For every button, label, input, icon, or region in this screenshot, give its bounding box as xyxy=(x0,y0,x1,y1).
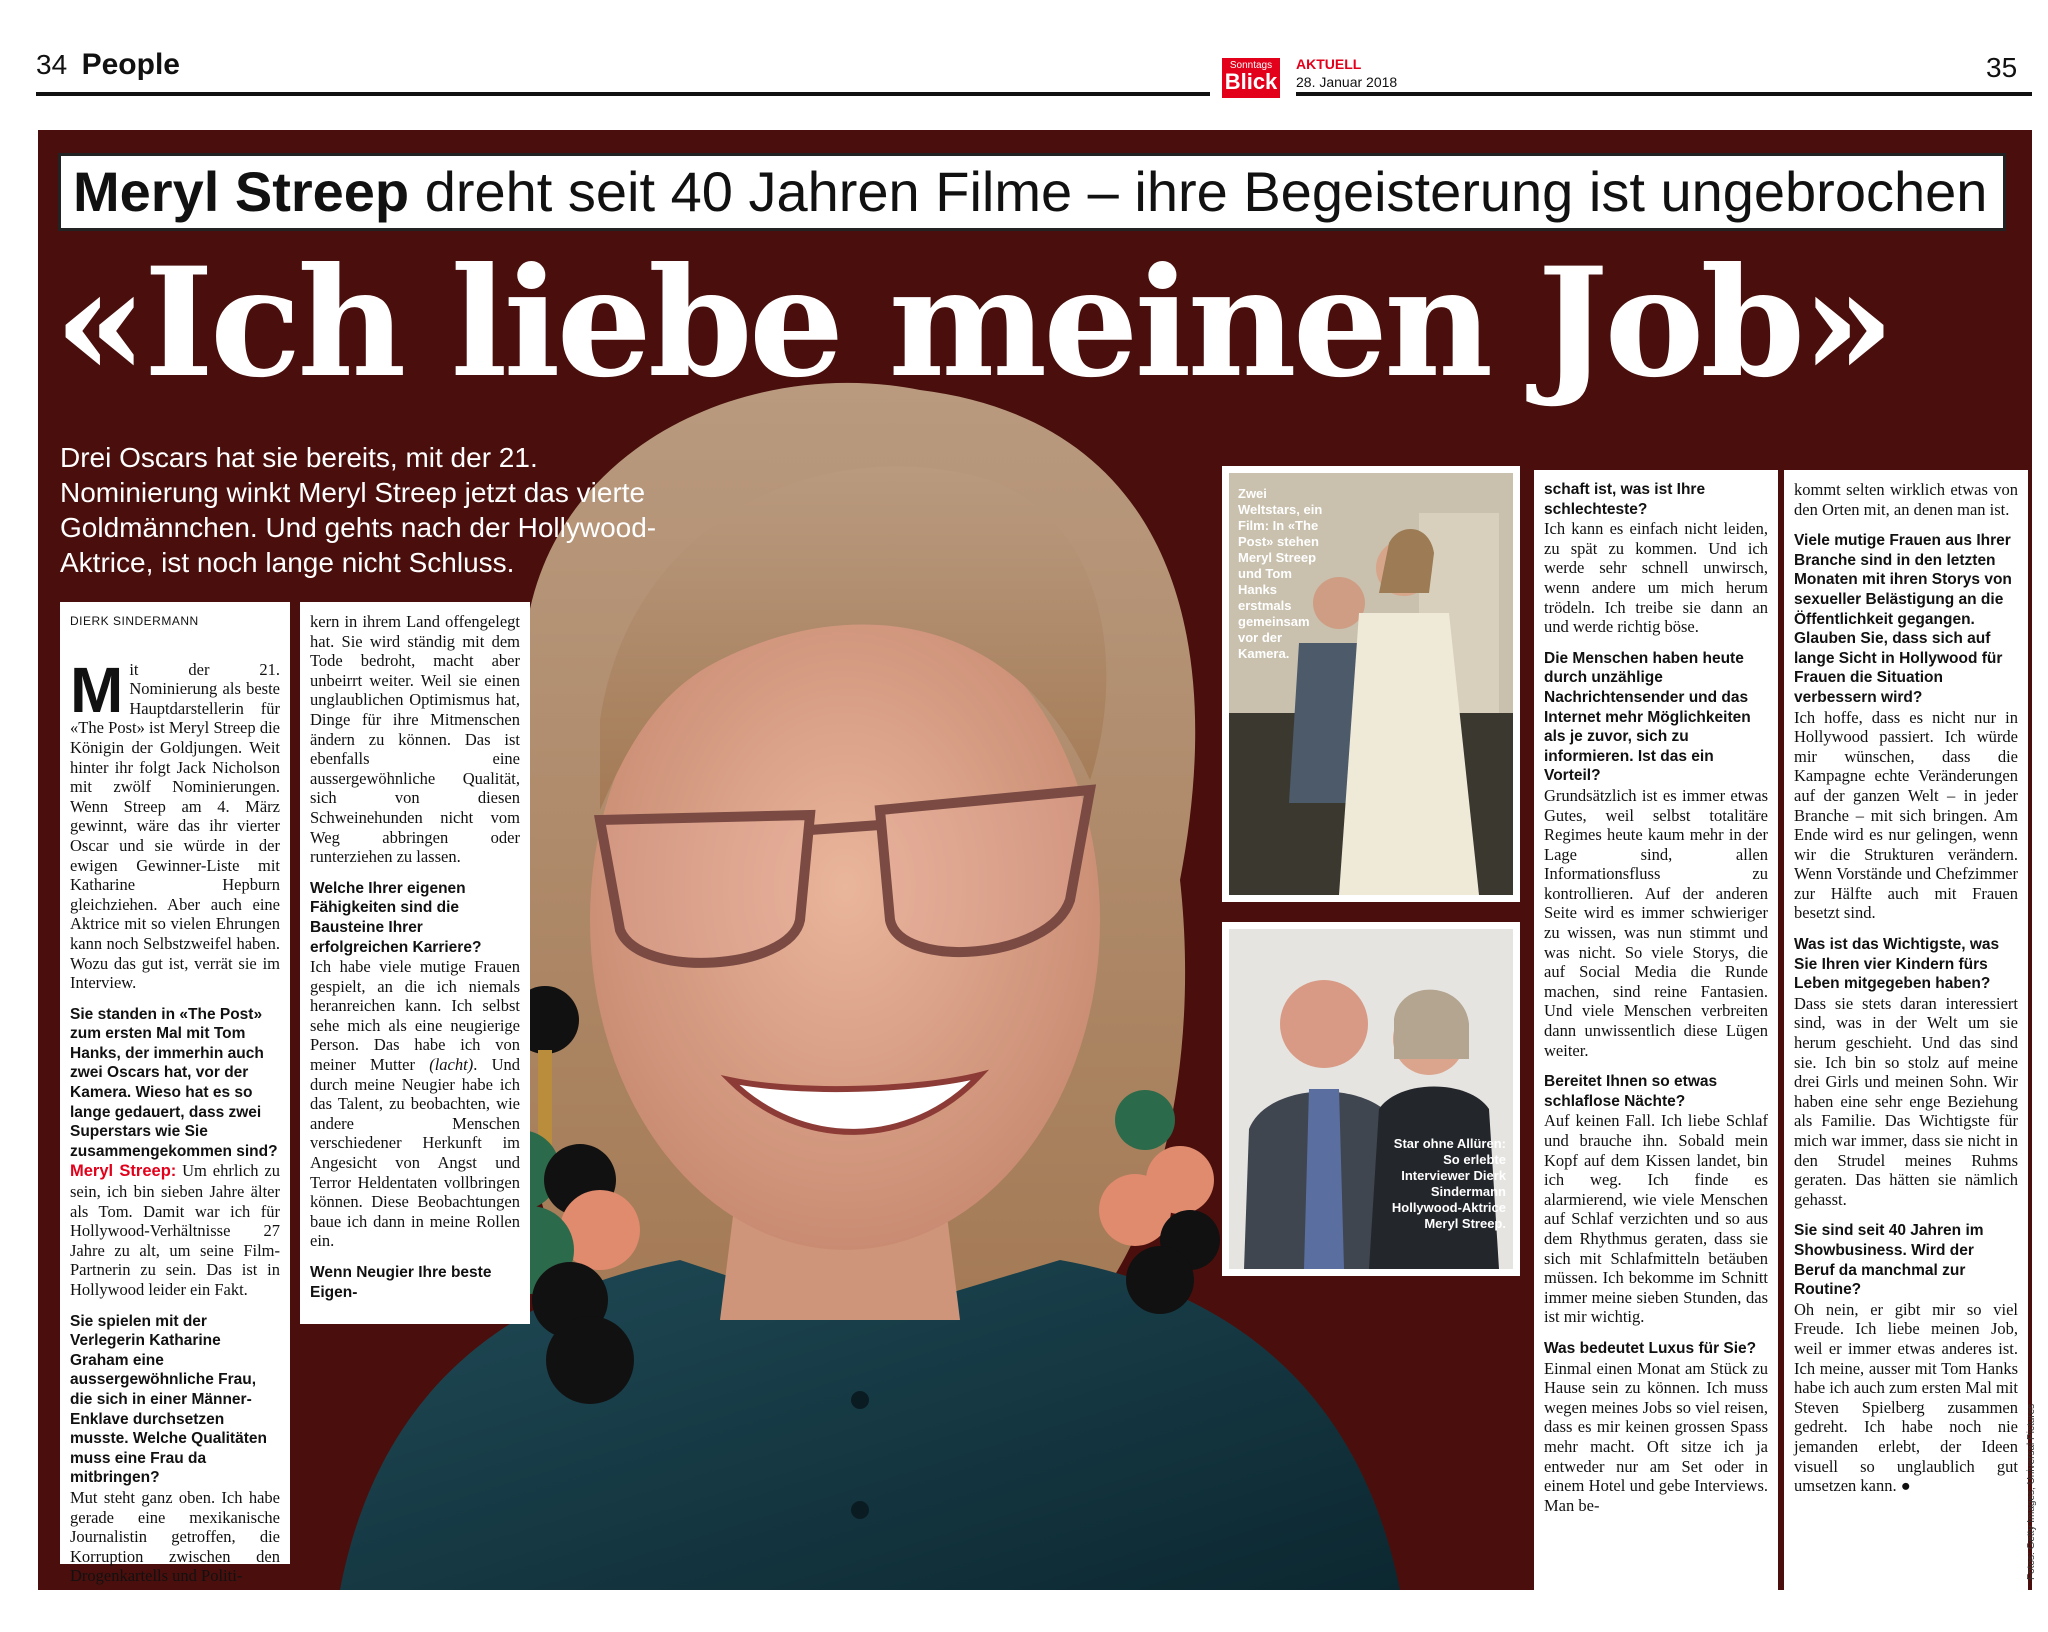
photo-caption-1: Zwei Weltstars, ein Film: In «The Post» stehen Meryl Streep und Tom Hanks erstmals gemeinsam vor der Kamera. xyxy=(1238,486,1323,661)
answer-7: Einmal einen Monat am Stück zu Hause sein zu können. Ich muss wegen meines Jobs so viel reisen, dass es mir keinen grossen Spass mehr macht. Oft sitze ich ja entweder nur am Set oder in einem Hotel und gebe Interviews. Man be- xyxy=(1544,1358,1768,1515)
question-9: Was ist das Wichtigste, was Sie Ihren vier Kindern fürs Leben mitgegeben haben? xyxy=(1794,936,2000,993)
answer-2: Mut steht ganz oben. Ich habe gerade eine mexikanische Journalistin getroffen, die Korruption zwischen den Drogenkartells und Politi- xyxy=(70,1487,280,1586)
author-byline: DIERK SINDERMANN xyxy=(70,614,199,628)
question-2: Sie spielen mit der Verlegerin Katharine Graham eine aussergewöhnliche Frau, die sich in einer Männer-Enklave durchsetzen musste. Welche Qualitäten muss eine Frau da mitbringen? xyxy=(70,1312,267,1487)
question-8: Viele mutige Frauen aus Ihrer Branche sind in den letzten Monaten mit ihren Storys von sexueller Belästigung an die Öffentlichkeit gegangen. Glauben Sie, dass sich auf lange Sicht in Hollywood für Frauen die Situation verbessern wird? xyxy=(1794,532,2012,706)
answer-7-continued: kommt selten wirklich etwas von den Orten mit, an denen man ist. xyxy=(1794,480,2018,519)
answer-8: Ich hoffe, dass es nicht nur in Hollywood passiert. Ich würde mir wünschen, dass die Kampagne echte Veränderungen auf der ganzen Welt – in jeder Branche – mit sich bringen. Am Ende wird es nur gelingen, wenn wir die Strukturen verändern. Wenn Vorstände und Chefzimmer zur Hälfte auch mit Frauen besetzt sind. xyxy=(1794,707,2018,923)
question-6: Bereitet Ihnen so etwas schlaflose Nächte? xyxy=(1544,1073,1718,1110)
article-column-2 xyxy=(300,602,530,1324)
question-1: Sie standen in «The Post» zum ersten Mal mit Tom Hanks, der immerhin auch zwei Oscars hat, vor der Kamera. Wieso hat es so lange gedauert, dass zwei Superstars wie Sie zusammengekommen sind? xyxy=(70,1005,278,1160)
header-rule-left xyxy=(36,92,1210,96)
answer-10: Oh nein, er gibt mir so viel Freude. Ich liebe meinen Job, weil er immer etwas anderes ist. Ich meine, ausser mit Tom Hanks habe ich auch zum ersten Mal mit Steven Spielberg zusammen gedreht. Ich habe noch nie jemanden erlebt, der Ideen visuell so unglaublich gut umsetzen kann. ● xyxy=(1794,1299,2018,1496)
question-5: Die Menschen haben heute durch unzählige Nachrichtensender und das Internet mehr Möglichkeiten als je zuvor, sich zu informieren. Ist das ein Vorteil? xyxy=(1544,649,1751,785)
question-4-continued: schaft ist, was ist Ihre schlechteste? xyxy=(1544,481,1706,518)
photo-credit: Fotos: Getty Images, Universal Pictures xyxy=(2026,1403,2037,1580)
subheadline-rest: dreht seit 40 Jahren Filme – ihre Begeisterung ist ungebrochen xyxy=(409,160,1988,223)
subheadline xyxy=(58,153,2006,231)
section-title: People xyxy=(81,48,180,81)
article-column-3 xyxy=(1534,470,1778,1590)
lead-paragraph: Drei Oscars hat sie bereits, mit der 21. Nominierung winkt Meryl Streep jetzt das vierte Goldmännchen. Und gehts nach der Hollywood-Aktrice, ist noch lange nicht Schluss. xyxy=(60,442,657,578)
question-3: Welche Ihrer eigenen Fähigkeiten sind die Bausteine Ihrer erfolgreichen Karriere? xyxy=(310,879,482,956)
answer-2-continued: kern in ihrem Land offengelegt hat. Sie wird ständig mit dem Tode bedroht, macht aber unbeirrt weiter. Weil sie einen unglaublichen Optimismus hat, Dinge für ihre Mitmenschen ändern zu können. Das ist ebenfalls eine aussergewöhnliche Qualität, sich von diesen Schweinehunden nicht vom Weg abbringen oder runterziehen zu lassen. xyxy=(310,612,520,867)
page-header-left xyxy=(36,48,180,94)
answer-5: Grundsätzlich ist es immer etwas Gutes, weil selbst totalitäre Regimes heute kaum mehr in der Lage sind, allen Informationsfluss zu kontrollieren. Auf der anderen Seite wird es immer schwieriger zu wissen, was nun stimmt und was nicht. So viele Storys, die auf Social Media die Runde machen, sind reine Fantasien. Und viele Menschen verbreiten dann unwissentlich diese Lügen weiter. xyxy=(1544,785,1768,1060)
issue-date: 28. Januar 2018 xyxy=(1296,74,1398,90)
question-10: Sie sind seit 40 Jahren im Showbusiness. Wird der Beruf da manchmal zur Routine? xyxy=(1794,1222,1984,1299)
photo-caption-2: Star ohne Allüren: So erlebte Interviewer Dierk Sindermann Hollywood-Aktrice Meryl Streep. xyxy=(1391,1136,1506,1231)
answer-9: Dass sie stets daran interessiert sind, was in der Welt um sie herum geschieht. Und das sind sie. Ich bin so stolz auf meine drei Girls und meinen Sohn. Wir haben eine sehr enge Beziehung als Familie. Das Wichtigste für mich war immer, dass sie nicht in den Strudel meines Ruhms geraten. Das hätten sie nämlich gehasst. xyxy=(1794,993,2018,1209)
headline: «Ich liebe meinen Job» xyxy=(54,235,1892,411)
question-4-start: Wenn Neugier Ihre beste Eigen- xyxy=(310,1264,492,1301)
header-kicker: AKTUELL xyxy=(1296,56,1362,72)
answer-6: Auf keinen Fall. Ich liebe Schlaf und brauche ihn. Sobald mein Kopf auf dem Kissen landet, bin ich weg. Ich finde es alarmierend, wie viele Menschen auf Schlaf verzichten und so aus dem Rhythmus geraten, dass sie sich mit Schlafmitteln betäuben müssen. Ich bekomme im Schnitt immer meine sieben Stunden, das ist mir wichtig. xyxy=(1544,1111,1768,1327)
end-mark: ● xyxy=(1896,1476,1911,1496)
sonntagsblick-logo: Sonntags Blick xyxy=(1222,58,1280,98)
answer-3: Ich habe viele mutige Frauen gespielt, an die ich niemals heranreichen kann. Ich selbst sehe mich als eine neugierige Person. Das habe ich von meiner Mutter (lacht). Und durch meine Neugier habe ich das Talent, zu beobachten, wie andere Menschen verschiedener Herkunft im Angesicht von Angst und Terror Heldentaten vollbringen können. Diese Beobachtungen baue ich dann in meine Rollen ein. xyxy=(310,957,520,1251)
answer-4: Ich kann es einfach nicht leiden, zu spät zu kommen. Und ich werde sehr schnell unwirsch, wenn andere um mich herum trödeln. Ich treibe sie dann an und werde richtig böse. xyxy=(1544,519,1768,637)
article-column-4 xyxy=(1784,470,2028,1590)
question-7: Was bedeutet Luxus für Sie? xyxy=(1544,1339,1757,1357)
article-column-1 xyxy=(60,602,290,1586)
speaker-label: Meryl Streep: xyxy=(70,1162,177,1181)
intro-paragraph: Mit der 21. Nominierung als beste Hauptdarstellerin für «The Post» ist Meryl Streep die Königin der Goldjungen. Weit hinter ihr folgt Jack Nicholson mit zwölf Nominierungen. Wenn Streep am 4. März gewinnt, wäre das ihr vierter Oscar und sie würde in der ewigen Gewinner-Liste mit Katharine Hepburn gleichziehen. Aber auch eine Aktrice mit so vielen Ehrungen kann noch Selbstzweifel haben. Wozu das gut ist, verrät sie im Interview. xyxy=(70,653,280,993)
subheadline-name: Meryl Streep xyxy=(73,160,410,223)
page-number-right: 35 xyxy=(1986,52,2018,83)
page-number-left: 34 xyxy=(36,49,68,80)
drop-cap: M xyxy=(70,653,124,726)
header-rule-right xyxy=(1296,92,2032,96)
answer-1: Meryl Streep: Um ehrlich zu sein, ich bin sieben Jahre älter als Tom. Damit war ich für Hollywood-Verhältnisse 27 Jahre zu alt, um seine Film-Partnerin zu sein. Das ist in Hollywood leider ein Fakt. xyxy=(70,1161,280,1299)
